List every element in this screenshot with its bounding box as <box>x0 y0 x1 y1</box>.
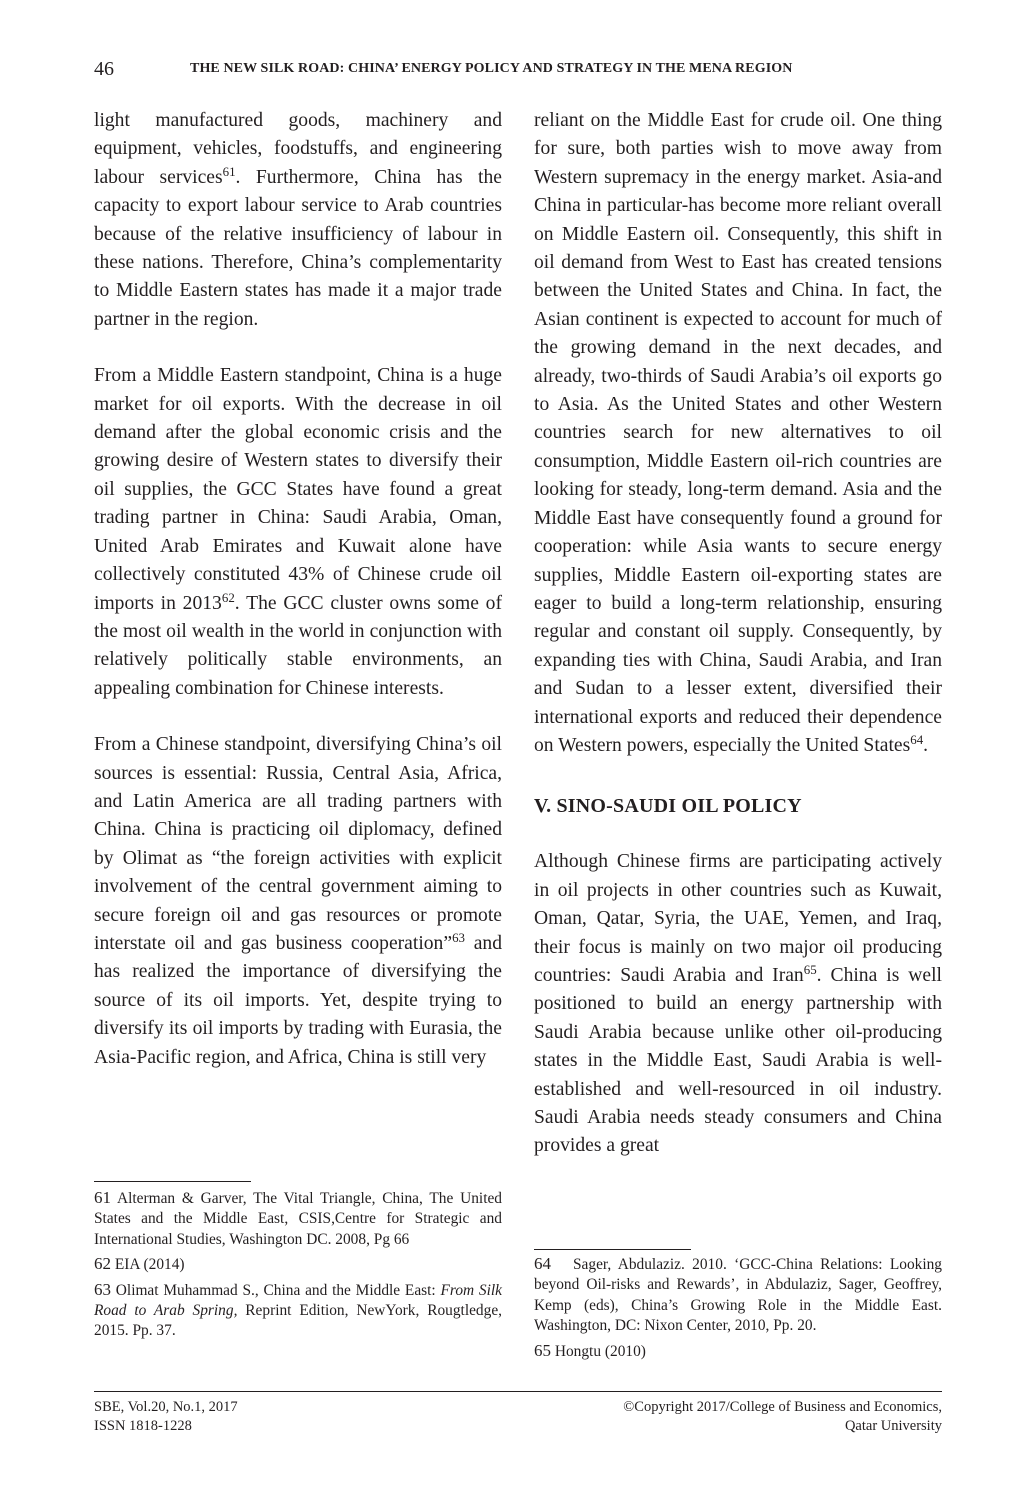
footnote-text: Alterman & Garver, The Vital Triangle, China, The United States and the Middle East, CSIS,Centre for Strategic and International Studies, Washington DC. 2008, Pg 66 <box>94 1190 503 1248</box>
issn: ISSN 1818-1228 <box>94 1418 192 1434</box>
footnote-ref[interactable]: 64 <box>910 731 924 747</box>
footer-divider <box>94 1391 942 1392</box>
footnote-number: 62 <box>94 1254 111 1274</box>
footer-right <box>623 1398 942 1436</box>
footnote <box>94 1280 502 1342</box>
footnote-text: EIA (2014) <box>114 1256 185 1274</box>
footnotes-left <box>94 1181 502 1342</box>
paragraph-text: reliant on the Middle East for crude oil. One thing for sure, both parties wish to move away from Western supremacy in the energy market. Asia-and China in particular-has become more reliant overall on Middle Eastern oil. Consequently, this shift in oil demand from West to East has created tensions between the United States and China. In fact, the Asian continent is expected to account for much of the growing demand in the next decades, and already, two-thirds of Saudi Arabia’s oil exports go to Asia. As the United States and other Western countries search for new alternatives to oil consumption, Middle Eastern oil-rich countries are looking for steady, long-term demand. Asia and the Middle East have consequently found a ground for cooperation: while Asia wants to secure energy supplies, Middle Eastern oil-exporting states are eager to build a long-term relationship, ensuring regular and constant oil supply. Consequently, by expanding ties with China, Saudi Arabia, and Iran and Sudan to a lesser extent, diversified their international exports and reduced their dependence on Western powers, especially the United States <box>534 110 942 756</box>
footnote-number: 61 <box>94 1188 111 1207</box>
left-column <box>94 107 502 1072</box>
paragraph-text: Although Chinese firms are participating actively in oil projects in other countries such as Kuwait, Oman, Qatar, Syria, the UAE, Yemen, and Iraq, their focus is mainly on two major oil producing countries: Saudi Arabia and Iran <box>534 851 942 986</box>
footnote <box>94 1254 502 1275</box>
footnote-divider <box>534 1249 691 1250</box>
paragraph <box>534 107 942 760</box>
paragraph <box>94 731 502 1072</box>
publisher: Qatar University <box>844 1418 942 1434</box>
footnotes-right <box>534 1249 942 1362</box>
footnote-text: Sager, Abdulaziz. 2010. ‘GCC-China Relations: Looking beyond Oil-risks and Rewards’, in Abdulaziz, Sager, Geoffrey, Kemp (eds), China’s Growing Role in the Middle East. Washington, DC: Nixon Center, 2010, Pp. 20. <box>534 1256 942 1335</box>
paragraph-text: From a Middle Eastern standpoint, China is a huge market for oil exports. With the decrease in oil demand after the global economic crisis and the growing desire of Western states to diversify their oil supplies, the GCC States have found a great trading partner in China: Saudi Arabia, Oman, United Arab Emirates and Kuwait alone have collectively constituted 43% of Chinese crude oil imports in 2013 <box>94 365 502 614</box>
footer-left <box>94 1398 238 1436</box>
footnote-ref[interactable]: 62 <box>221 589 235 605</box>
footnote-number: 64 <box>534 1254 551 1273</box>
right-column <box>534 107 942 1161</box>
paragraph <box>534 848 942 1160</box>
journal-citation: SBE, Vol.20, No.1, 2017 <box>94 1399 238 1415</box>
footnote <box>534 1254 942 1337</box>
footnote-italic-title: From Silk Road to Arab Spring, <box>94 1281 502 1320</box>
paragraph-text: . China is well positioned to build an energy partnership with Saudi Arabia because unlike other oil-producing states in the Middle East, Saudi Arabia is well-established and well-resourced in oil industry. Saudi Arabia needs steady consumers and China provides a great <box>534 964 942 1157</box>
running-title: THE NEW SILK ROAD: CHINA’ ENERGY POLICY AND STRATEGY IN THE MENA REGION <box>190 61 793 76</box>
paragraph-text: . The GCC cluster owns some of the most oil wealth in the world in conjunction with relatively politically stable environments, an appealing combination for Chinese interests. <box>94 592 502 699</box>
footnote-text: Hongtu (2010) <box>554 1342 646 1360</box>
footnote-ref[interactable]: 61 <box>222 163 236 179</box>
footnote <box>94 1188 502 1250</box>
section-heading: V. SINO-SAUDI OIL POLICY <box>534 795 802 818</box>
footnote <box>534 1341 942 1362</box>
footnote-number: 63 <box>94 1279 111 1299</box>
paragraph <box>94 362 502 703</box>
footnote-text: Olimat Muhammad S., China and the Middle East: <box>115 1281 441 1299</box>
paragraph-text: . <box>923 734 929 756</box>
paragraph <box>94 107 502 334</box>
footnote-number: 65 <box>534 1340 551 1360</box>
footnote-text: Reprint Edition, NewYork, Rougtledge, 2015. Pp. 37. <box>94 1302 502 1340</box>
paragraph-text: From a Chinese standpoint, diversifying China’s oil sources is essential: Russia, Central Asia, Africa, and Latin America are all trading partners with China. China is practicing oil diplomacy, defined by Olimat as “the foreign activities with explicit involvement of the central government aiming to secure foreign oil and gas resources or promote interstate oil and gas business cooperation” <box>94 734 502 954</box>
footnote-ref[interactable]: 65 <box>803 961 817 977</box>
copyright: ©Copyright 2017/College of Business and Economics, <box>623 1399 942 1415</box>
paragraph-text: light manufactured goods, machinery and equipment, vehicles, foodstuffs, and engineering labour services <box>94 110 502 188</box>
footnote-ref[interactable]: 63 <box>452 929 465 945</box>
footnote-divider <box>94 1181 251 1182</box>
paragraph-text: and has realized the importance of diversifying the source of its oil imports. Yet, despite trying to diversify its oil imports by trading with Eurasia, the Asia-Pacific region, and Africa, China is still very <box>94 932 502 1068</box>
paragraph-text: . Furthermore, China has the capacity to export labour service to Arab countries because of the relative insufficiency of labour in these nations. Therefore, China’s complementarity to Middle Eastern states has made it a major trade partner in the region. <box>94 166 502 330</box>
page-number: 46 <box>94 58 114 80</box>
